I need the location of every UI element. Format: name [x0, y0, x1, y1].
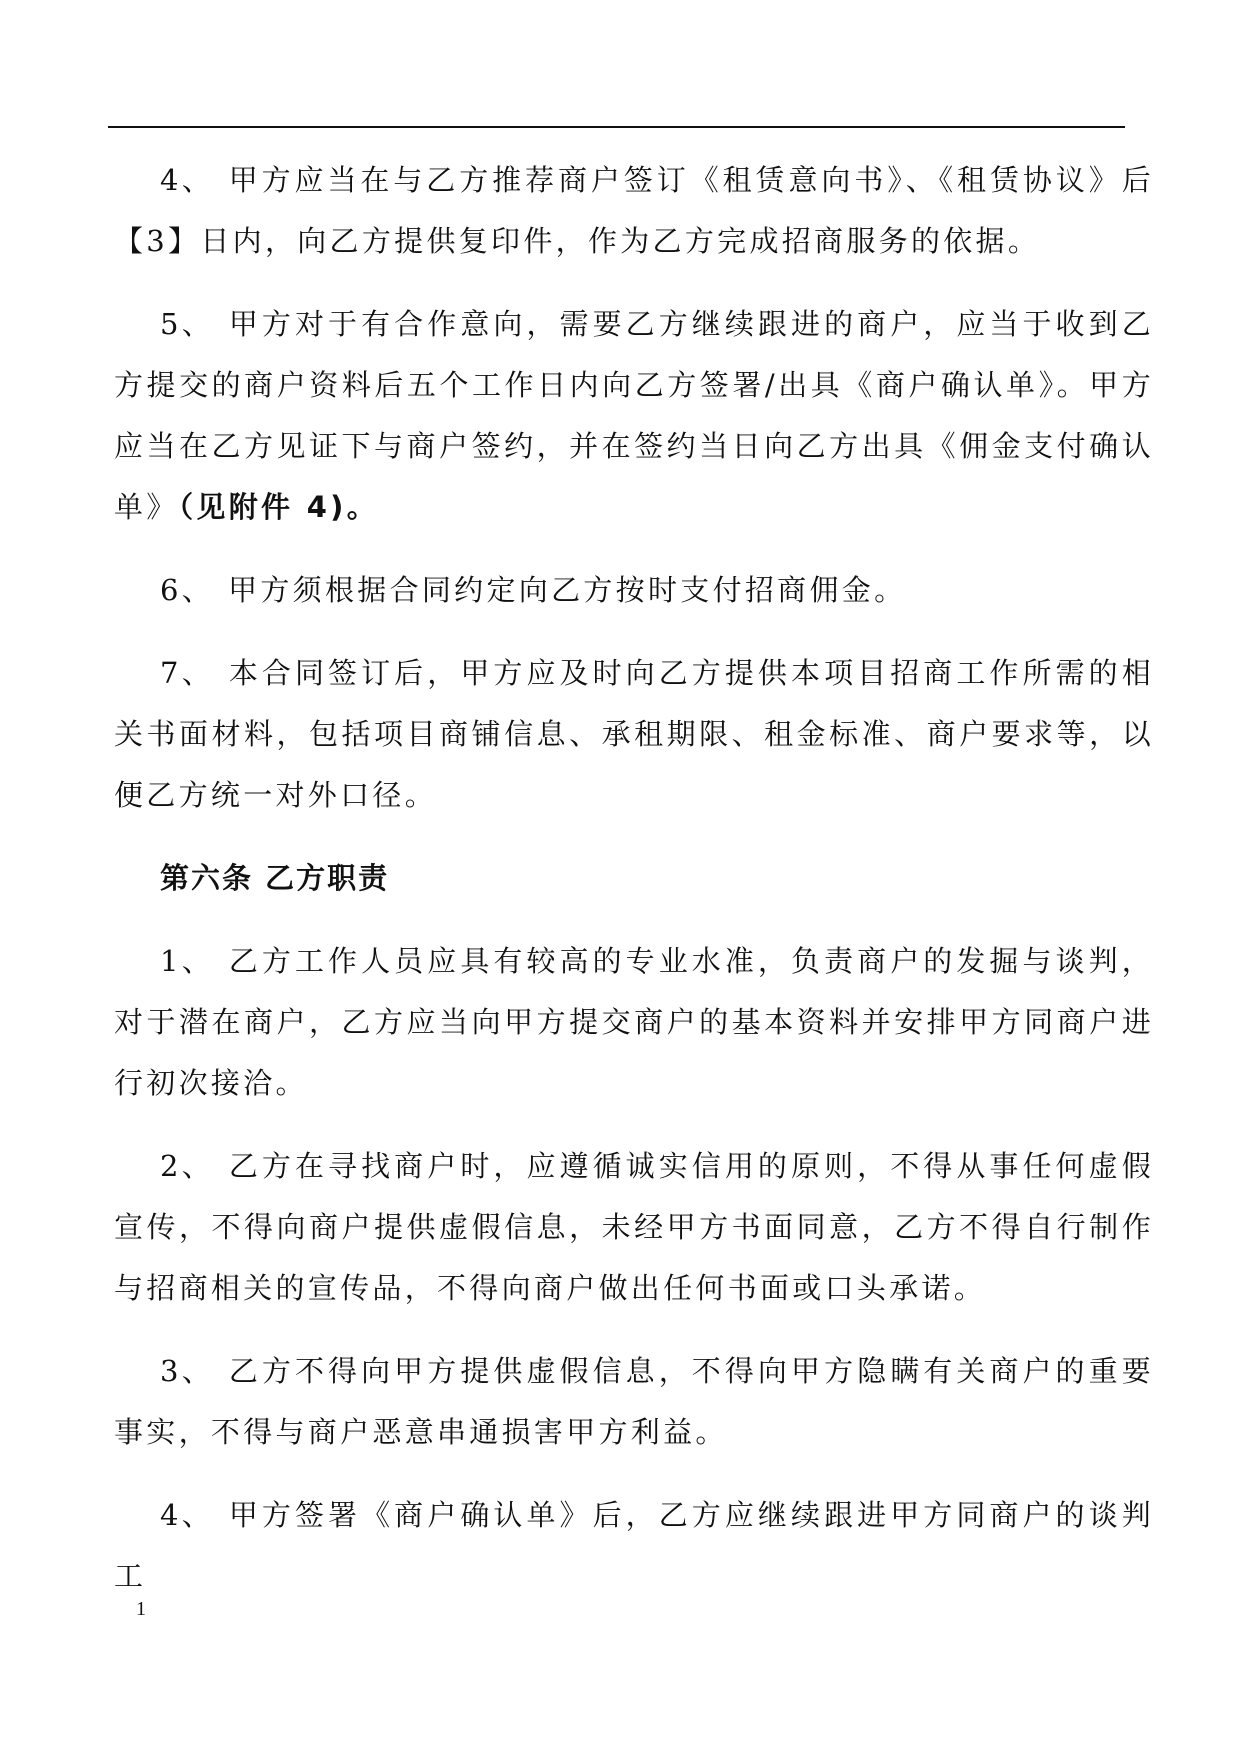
- clause-text: 甲方须根据合同约定向乙方按时支付招商佣金。: [228, 573, 907, 607]
- clause-a-4: [114, 150, 1154, 272]
- clause-a-7: [114, 643, 1154, 826]
- clause-number: 7、: [160, 656, 215, 690]
- clause-a-6: [114, 560, 1154, 621]
- page-number: 1: [136, 1598, 146, 1620]
- clause-b-4: [114, 1485, 1154, 1607]
- clause-text: 甲方应当在与乙方推荐商户签订《租赁意向书》、《租赁协议》后【3】日内，向乙方提供复印件，作为乙方完成招商服务的依据。: [114, 163, 1154, 258]
- header-rule: [108, 126, 1125, 128]
- clause-text: 甲方对于有合作意向，需要乙方继续跟进的商户，应当于收到乙方提交的商户资料后五个工作日内向乙方签署/出具《商户确认单》。甲方应当在乙方见证下与商户签约，并在签约当日向乙方出具《佣金支付确认单》: [114, 307, 1154, 524]
- clause-text: 乙方工作人员应具有较高的专业水准，负责商户的发掘与谈判，对于潜在商户，乙方应当向甲方提交商户的基本资料并安排甲方同商户进行初次接洽。: [114, 944, 1154, 1100]
- clause-number: 3、: [160, 1354, 215, 1388]
- clause-b-1: [114, 931, 1154, 1114]
- clause-text: 乙方在寻找商户时，应遵循诚实信用的原则，不得从事任何虚假宣传，不得向商户提供虚假信息，未经甲方书面同意，乙方不得自行制作与招商相关的宣传品，不得向商户做出任何书面或口头承诺。: [114, 1149, 1154, 1305]
- clause-b-3: [114, 1341, 1154, 1463]
- section-heading: 第六条 乙方职责: [160, 861, 390, 895]
- clause-text: 甲方签署《商户确认单》后，乙方应继续跟进甲方同商户的谈判工: [114, 1498, 1154, 1593]
- clause-b-2: [114, 1136, 1154, 1319]
- clause-number: 4、: [160, 163, 215, 197]
- clause-a-5: [114, 294, 1154, 538]
- document-body: [114, 150, 1154, 1629]
- clause-number: 6、: [160, 573, 215, 607]
- attachment-reference: （见附件 4)。: [178, 490, 380, 524]
- clause-number: 5、: [160, 307, 215, 341]
- clause-text: 本合同签订后，甲方应及时向乙方提供本项目招商工作所需的相关书面材料，包括项目商铺信息、承租期限、租金标准、商户要求等，以便乙方统一对外口径。: [114, 656, 1154, 812]
- clause-number: 2、: [160, 1149, 215, 1183]
- clause-text: 乙方不得向甲方提供虚假信息，不得向甲方隐瞒有关商户的重要事实，不得与商户恶意串通损害甲方利益。: [114, 1354, 1154, 1449]
- clause-number: 4、: [160, 1498, 215, 1532]
- clause-number: 1、: [160, 944, 215, 978]
